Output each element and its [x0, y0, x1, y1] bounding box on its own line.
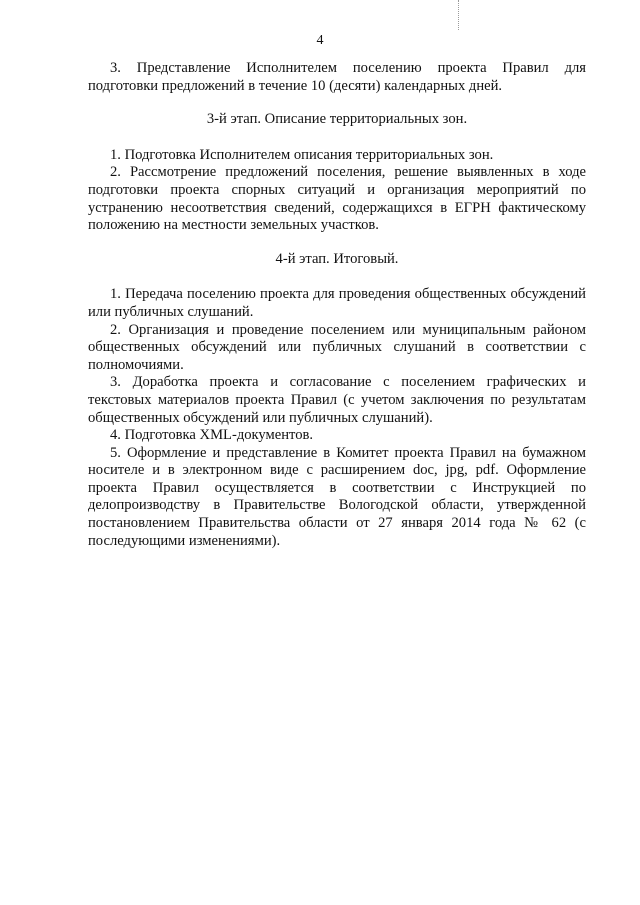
stage4-heading: 4-й этап. Итоговый.	[275, 250, 399, 267]
stage4-item-3: 3. Доработка проекта и согласование с поселением графических и текстовых материалов проекта Правил (с учетом заключения по результатам общественных обсуждений или публичных слушаний).	[88, 374, 586, 426]
spacer	[88, 95, 586, 111]
document-body	[88, 60, 586, 550]
stage4-item-1: 1. Передача поселению проекта для проведения общественных обсуждений или публичных слушаний.	[88, 286, 586, 320]
stage3-heading: 3-й этап. Описание территориальных зон.	[206, 111, 468, 128]
page-number: 4	[316, 33, 324, 48]
stage4-item-5: 5. Оформление и представление в Комитет проекта Правил на бумажном носителе и в электронном виде с расширением doc, jpg, pdf. Оформление проекта Правил осуществляется в соответствии с Инструкцией по делопроизводству в Правительстве Вологодской области, утвержденной постановлением Правительства области от 27 января 2014 года № 62 (с последующими изменениями).	[88, 444, 586, 549]
spacer	[88, 268, 586, 286]
spacer	[88, 129, 586, 147]
stage3-item-1: 1. Подготовка Исполнителем описания территориальных зон.	[110, 146, 494, 163]
stage4-item-2: 2. Организация и проведение поселением или муниципальным районом общественных обсуждений или публичных слушаний в соответствии с полномочиями.	[88, 321, 586, 373]
scan-edge-mark	[458, 0, 459, 30]
stage4-item-4: 4. Подготовка XML-документов.	[110, 427, 314, 444]
stage2-item-3: 3. Представление Исполнителем поселению проекта Правил для подготовки предложений в течение 10 (десяти) календарных дней.	[88, 60, 586, 94]
spacer	[88, 235, 586, 251]
stage3-item-2: 2. Рассмотрение предложений поселения, решение выявленных в ходе подготовки проекта спорных ситуаций и организация мероприятий по устранению несоответствия сведений, содержащихся в ЕГРН фактическому положению на местности земельных участков.	[88, 164, 586, 234]
